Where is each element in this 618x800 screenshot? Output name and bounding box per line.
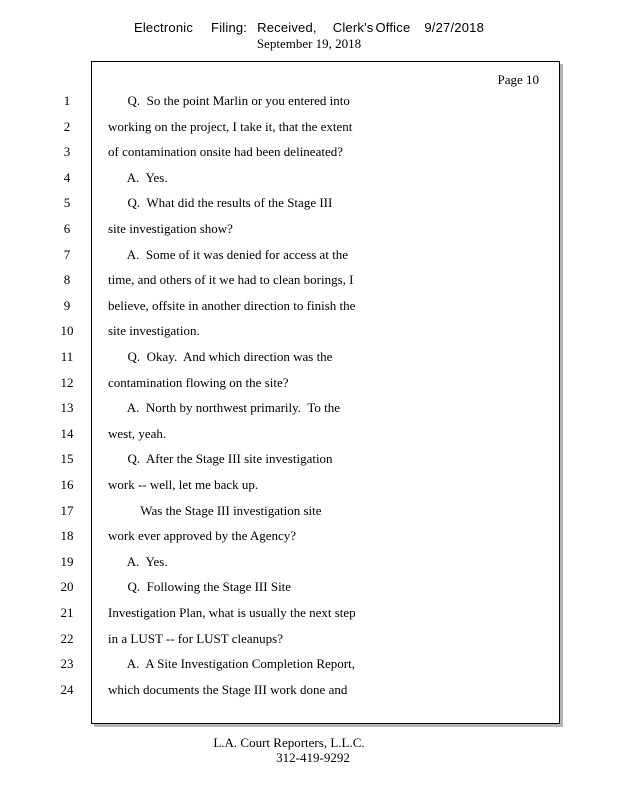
line-number: 1 [63,93,71,108]
line-number: 18 [60,528,74,544]
line-number: 6 [63,221,71,236]
transcript-line: Was the Stage III investigation site [108,502,322,518]
line-number: 21 [60,605,74,620]
footer-phone: 312-419-9292 [276,750,350,765]
line-number: 3 [63,144,71,160]
line-number: 11 [60,349,74,364]
line-number: 14 [60,425,74,441]
transcript-line: working on the project, I take it, that the extent [108,118,353,134]
transcript-line: site investigation. [108,323,200,339]
line-number: 4 [63,169,71,185]
line-number: 16 [60,477,74,492]
filing-stamp-word: Received, [257,20,317,35]
filing-stamp-word: 9/27/2018 [424,20,485,35]
line-number: 13 [60,400,74,416]
line-number: 20 [60,579,74,595]
line-number: 8 [63,272,71,288]
filing-stamp-word: Clerk's [332,20,374,35]
transcript-line: of contamination onsite had been delineated? [108,144,343,160]
transcript-line: A. Yes. [108,553,168,569]
line-number: 24 [60,681,74,697]
transcript-line: work ever approved by the Agency? [108,528,297,544]
transcript-line: in a LUST -- for LUST cleanups? [108,630,283,646]
line-number: 17 [60,502,74,518]
transcript-line: believe, offsite in another direction to finish the [108,297,356,313]
transcript-line: Q. Following the Stage III Site [108,579,292,595]
transcript-line: west, yeah. [108,425,167,441]
transcript-line: work -- well, let me back up. [108,477,259,492]
filing-date: September 19, 2018 [256,36,362,51]
transcript-page-frame [91,61,560,724]
transcript-line: Q. What did the results of the Stage III [108,195,333,211]
line-number: 23 [60,656,74,672]
line-number: 22 [60,630,74,646]
line-number: 19 [60,553,74,569]
transcript-line: A. A Site Investigation Completion Report, [108,656,355,672]
transcript-line: Q. Okay. And which direction was the [108,349,333,364]
filing-stamp-word: Filing: [211,20,248,35]
transcript-line: site investigation show? [108,221,233,236]
line-number: 2 [63,118,71,134]
line-number: 15 [60,451,74,467]
transcript-line: Q. After the Stage III site investigation [108,451,333,467]
transcript-line: contamination flowing on the site? [108,374,289,390]
transcript-line: Investigation Plan, what is usually the next step [108,605,356,620]
line-number: 10 [60,323,74,339]
line-number: 7 [63,246,71,262]
transcript-line: which documents the Stage III work done and [108,681,348,697]
line-number: 9 [63,297,71,313]
line-number: 12 [60,374,74,390]
line-number: 5 [63,195,71,211]
transcript-line: A. Yes. [108,169,168,185]
filing-stamp-word: Office [375,20,411,35]
filing-stamp-word: Electronic [133,20,194,35]
page-number: Page 10 [497,72,539,87]
transcript-line: A. Some of it was denied for access at the [108,246,349,262]
transcript-line: A. North by northwest primarily. To the [108,400,340,416]
transcript-line: Q. So the point Marlin or you entered into [108,93,350,108]
footer-company: L.A. Court Reporters, L.L.C. [213,735,365,750]
transcript-line: time, and others of it we had to clean borings, I [108,272,354,288]
filing-stamp [0,20,618,35]
